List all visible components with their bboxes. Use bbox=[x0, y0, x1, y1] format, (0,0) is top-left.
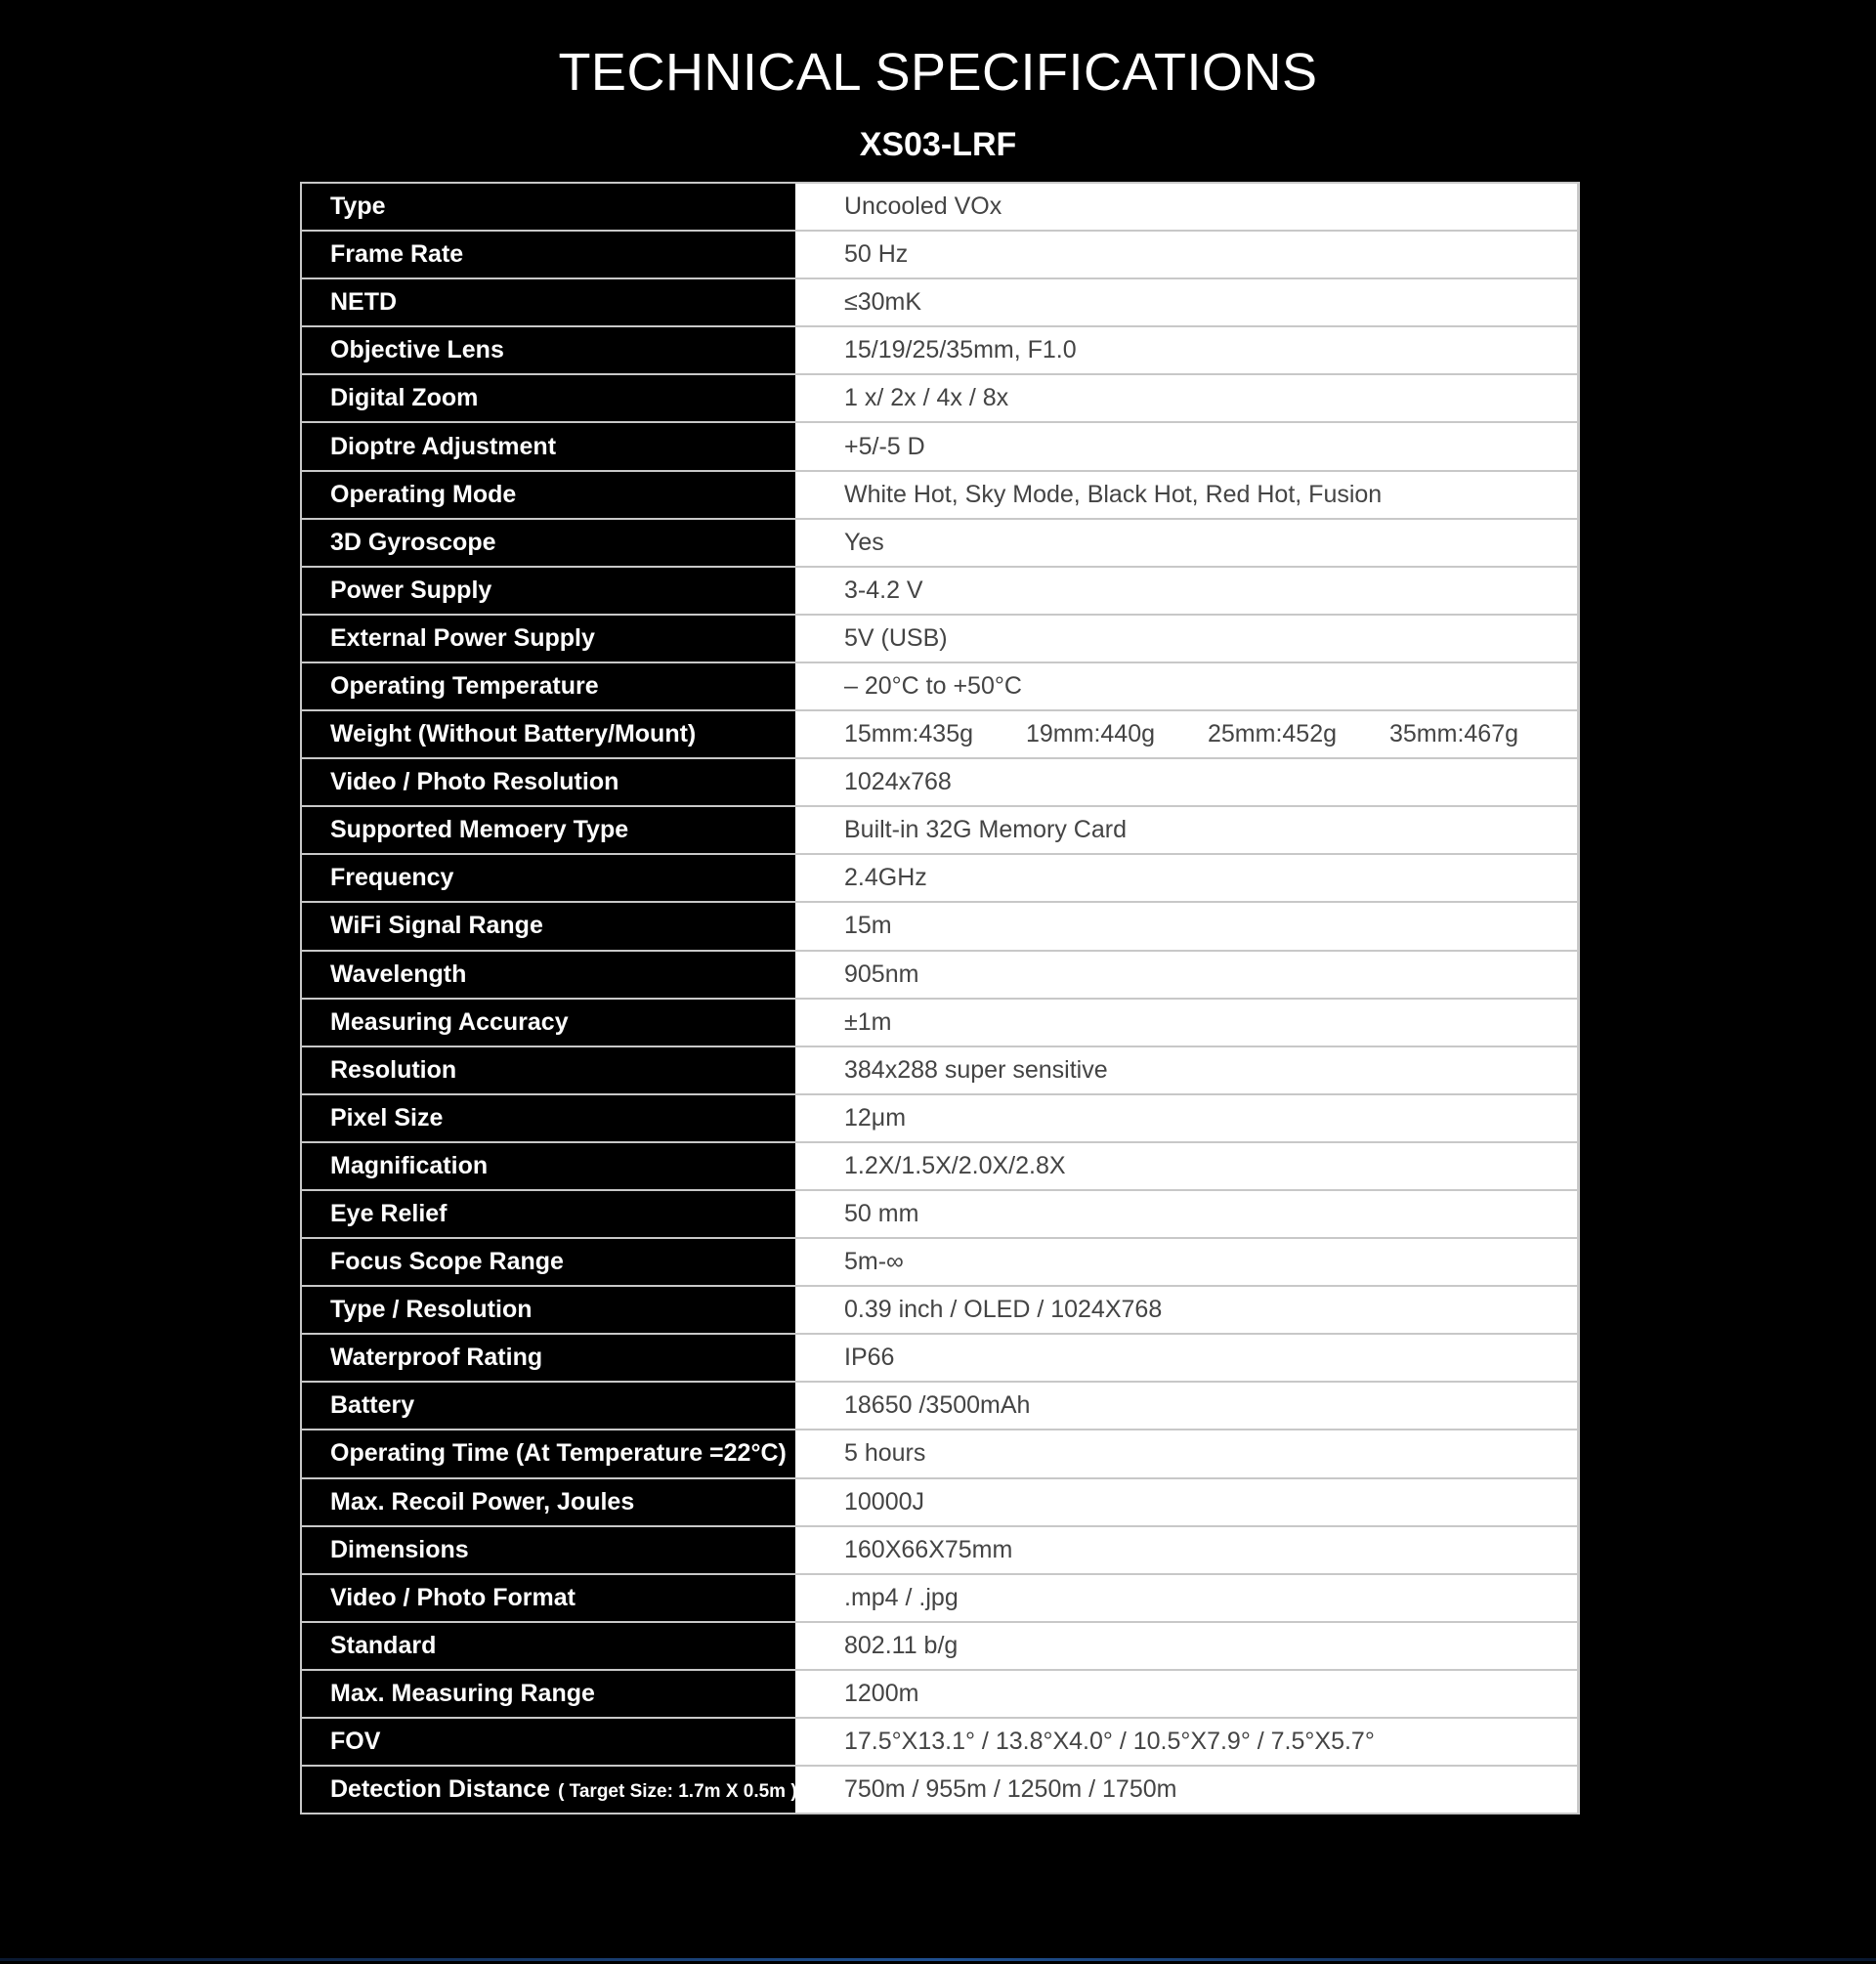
spec-value: 1024x768 bbox=[795, 758, 1579, 806]
spec-label-text: FOV bbox=[330, 1728, 381, 1756]
spec-label-text: Measuring Accuracy bbox=[330, 1007, 569, 1036]
spec-label bbox=[301, 374, 795, 422]
spec-label bbox=[301, 758, 795, 806]
spec-label bbox=[301, 183, 795, 231]
spec-label bbox=[301, 662, 795, 710]
spec-label bbox=[301, 1094, 795, 1142]
spec-label-text: Standard bbox=[330, 1631, 437, 1659]
spec-label-text: Focus Scope Range bbox=[330, 1248, 564, 1276]
spec-label-text: Max. Recoil Power, Joules bbox=[330, 1487, 635, 1516]
spec-value: 50 Hz bbox=[795, 231, 1579, 278]
spec-label-text: WiFi Signal Range bbox=[330, 912, 543, 940]
spec-label bbox=[301, 951, 795, 999]
page-title: TECHNICAL SPECIFICATIONS bbox=[558, 43, 1318, 102]
spec-label-text: Eye Relief bbox=[330, 1200, 448, 1228]
spec-label bbox=[301, 1766, 795, 1814]
spec-value: White Hot, Sky Mode, Black Hot, Red Hot, Fusion bbox=[795, 471, 1579, 519]
spec-value: 5m-∞ bbox=[795, 1238, 1579, 1286]
spec-value: 750m / 955m / 1250m / 1750m bbox=[795, 1766, 1579, 1814]
table-row bbox=[301, 231, 1579, 278]
spec-value: 18650 /3500mAh bbox=[795, 1382, 1579, 1430]
spec-label-text: Resolution bbox=[330, 1055, 457, 1084]
table-row bbox=[301, 758, 1579, 806]
spec-label-text: Operating Mode bbox=[330, 480, 517, 508]
spec-label bbox=[301, 1382, 795, 1430]
spec-label-text: Objective Lens bbox=[330, 336, 504, 364]
table-row bbox=[301, 806, 1579, 854]
table-row bbox=[301, 567, 1579, 615]
spec-value: .mp4 / .jpg bbox=[795, 1574, 1579, 1622]
table-row bbox=[301, 278, 1579, 326]
spec-value: 2.4GHz bbox=[795, 854, 1579, 902]
spec-label bbox=[301, 615, 795, 662]
spec-value: 3-4.2 V bbox=[795, 567, 1579, 615]
spec-label-text: Supported Memoery Type bbox=[330, 816, 629, 844]
table-row bbox=[301, 519, 1579, 567]
spec-label-text: Video / Photo Format bbox=[330, 1583, 576, 1611]
spec-label bbox=[301, 1670, 795, 1718]
spec-label bbox=[301, 278, 795, 326]
table-row bbox=[301, 471, 1579, 519]
spec-label bbox=[301, 710, 795, 758]
spec-label-text: Operating Temperature bbox=[330, 671, 599, 700]
table-row bbox=[301, 183, 1579, 231]
spec-value: ≤30mK bbox=[795, 278, 1579, 326]
spec-table-body bbox=[301, 183, 1579, 1814]
spec-value: 1 x/ 2x / 4x / 8x bbox=[795, 374, 1579, 422]
spec-label-text: Dioptre Adjustment bbox=[330, 432, 557, 460]
spec-value: 1.2X/1.5X/2.0X/2.8X bbox=[795, 1142, 1579, 1190]
bottom-divider bbox=[0, 1958, 1876, 1961]
spec-label bbox=[301, 1190, 795, 1238]
spec-value-part: 19mm:440g bbox=[1026, 720, 1156, 748]
table-row bbox=[301, 1286, 1579, 1334]
spec-label-text: Digital Zoom bbox=[330, 384, 479, 412]
spec-label-text: Operating Time (At Temperature =22°C) bbox=[330, 1439, 787, 1468]
spec-label bbox=[301, 1574, 795, 1622]
spec-label-text: 3D Gyroscope bbox=[330, 528, 496, 556]
spec-value-part: 25mm:452g bbox=[1208, 720, 1338, 748]
spec-value: 10000J bbox=[795, 1478, 1579, 1526]
spec-value: 905nm bbox=[795, 951, 1579, 999]
spec-label bbox=[301, 1622, 795, 1670]
spec-value-part: 35mm:467g bbox=[1389, 720, 1519, 748]
spec-label bbox=[301, 326, 795, 374]
table-row bbox=[301, 1478, 1579, 1526]
table-row bbox=[301, 1526, 1579, 1574]
spec-label bbox=[301, 567, 795, 615]
table-row bbox=[301, 1334, 1579, 1382]
table-row bbox=[301, 951, 1579, 999]
spec-label bbox=[301, 806, 795, 854]
spec-label bbox=[301, 422, 795, 470]
spec-value: ±1m bbox=[795, 999, 1579, 1046]
table-row bbox=[301, 374, 1579, 422]
table-row bbox=[301, 710, 1579, 758]
spec-value: 50 mm bbox=[795, 1190, 1579, 1238]
table-row bbox=[301, 1190, 1579, 1238]
spec-label bbox=[301, 471, 795, 519]
spec-label bbox=[301, 1478, 795, 1526]
spec-value: 15m bbox=[795, 902, 1579, 950]
spec-label bbox=[301, 854, 795, 902]
spec-label-text: External Power Supply bbox=[330, 623, 595, 652]
spec-value: 17.5°X13.1° / 13.8°X4.0° / 10.5°X7.9° / 7.5°X5.7° bbox=[795, 1718, 1579, 1766]
spec-label bbox=[301, 1334, 795, 1382]
spec-value: – 20°C to +50°C bbox=[795, 662, 1579, 710]
spec-label bbox=[301, 1142, 795, 1190]
table-row bbox=[301, 1046, 1579, 1094]
table-row bbox=[301, 1766, 1579, 1814]
model-name: XS03-LRF bbox=[859, 126, 1017, 163]
spec-label-text: Magnification bbox=[330, 1151, 489, 1179]
spec-value: IP66 bbox=[795, 1334, 1579, 1382]
spec-label bbox=[301, 902, 795, 950]
spec-value: 1200m bbox=[795, 1670, 1579, 1718]
spec-label bbox=[301, 519, 795, 567]
table-row bbox=[301, 1718, 1579, 1766]
spec-label-text: Dimensions bbox=[330, 1535, 469, 1563]
spec-value: 0.39 inch / OLED / 1024X768 bbox=[795, 1286, 1579, 1334]
table-row bbox=[301, 1574, 1579, 1622]
spec-label-text: Video / Photo Resolution bbox=[330, 768, 619, 796]
table-row bbox=[301, 615, 1579, 662]
spec-label bbox=[301, 1718, 795, 1766]
spec-label-text: Weight (Without Battery/Mount) bbox=[330, 720, 697, 748]
table-row bbox=[301, 662, 1579, 710]
spec-label-text: Waterproof Rating bbox=[330, 1344, 543, 1372]
table-row bbox=[301, 1094, 1579, 1142]
spec-label bbox=[301, 1238, 795, 1286]
spec-label bbox=[301, 231, 795, 278]
spec-label bbox=[301, 1046, 795, 1094]
table-row bbox=[301, 422, 1579, 470]
spec-label-text: Wavelength bbox=[330, 960, 467, 988]
spec-value: +5/-5 D bbox=[795, 422, 1579, 470]
spec-label-text: Battery bbox=[330, 1391, 415, 1420]
spec-label bbox=[301, 999, 795, 1046]
table-row bbox=[301, 854, 1579, 902]
table-row bbox=[301, 1238, 1579, 1286]
spec-value: 12μm bbox=[795, 1094, 1579, 1142]
spec-value: Yes bbox=[795, 519, 1579, 567]
spec-label-note: ( Target Size: 1.7m X 0.5m ) bbox=[558, 1781, 797, 1803]
spec-table bbox=[300, 182, 1580, 1815]
spec-label bbox=[301, 1526, 795, 1574]
table-row bbox=[301, 999, 1579, 1046]
spec-label-text: Detection Distance bbox=[330, 1775, 551, 1804]
spec-value: 5V (USB) bbox=[795, 615, 1579, 662]
spec-label bbox=[301, 1430, 795, 1477]
spec-value bbox=[795, 710, 1579, 758]
table-row bbox=[301, 326, 1579, 374]
spec-label-text: NETD bbox=[330, 288, 398, 317]
spec-label-text: Frequency bbox=[330, 864, 454, 892]
spec-label-text: Pixel Size bbox=[330, 1103, 444, 1131]
spec-label bbox=[301, 1286, 795, 1334]
table-row bbox=[301, 1142, 1579, 1190]
spec-value: Uncooled VOx bbox=[795, 183, 1579, 231]
table-row bbox=[301, 1622, 1579, 1670]
spec-value-part: 15mm:435g bbox=[844, 720, 974, 748]
spec-value: 15/19/25/35mm, F1.0 bbox=[795, 326, 1579, 374]
spec-label-text: Type bbox=[330, 192, 386, 221]
spec-label-text: Power Supply bbox=[330, 576, 492, 604]
spec-label-text: Frame Rate bbox=[330, 240, 464, 269]
table-row bbox=[301, 902, 1579, 950]
spec-value: 5 hours bbox=[795, 1430, 1579, 1477]
spec-label-text: Max. Measuring Range bbox=[330, 1679, 595, 1707]
spec-value: 384x288 super sensitive bbox=[795, 1046, 1579, 1094]
spec-label-text: Type / Resolution bbox=[330, 1296, 533, 1324]
table-row bbox=[301, 1670, 1579, 1718]
table-row bbox=[301, 1430, 1579, 1477]
spec-value: Built-in 32G Memory Card bbox=[795, 806, 1579, 854]
spec-value: 802.11 b/g bbox=[795, 1622, 1579, 1670]
table-row bbox=[301, 1382, 1579, 1430]
spec-value: 160X66X75mm bbox=[795, 1526, 1579, 1574]
